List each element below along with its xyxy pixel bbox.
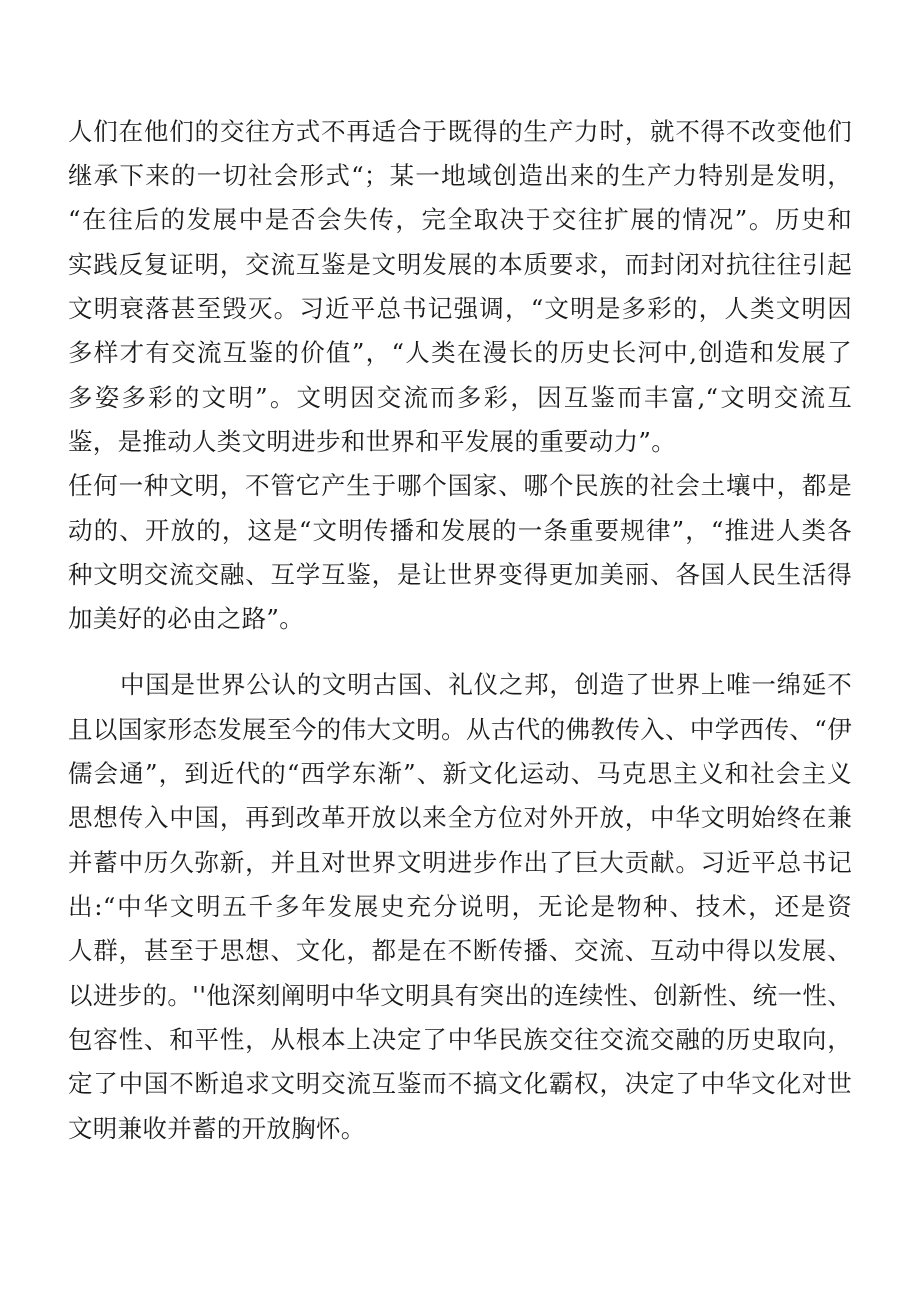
paragraph-2-line-3: 种文明交流交融、互学互鉴，是让世界变得更加美丽、各国人民生活得 <box>68 560 852 589</box>
paragraph-3-line-4: 思想传入中国，再到改革开放以来全方位对外开放，中华文明始终在兼 <box>68 803 852 832</box>
paragraph-2-line-4: 加美好的必由之路”。 <box>68 604 305 633</box>
paragraph-1-line-6: 多样才有交流互鉴的价值”，“人类在漫长的历史长河中,创造和发展了 <box>68 338 852 367</box>
paragraph-3-line-6: 出:“中华文明五千多年发展史充分说明，无论是物种、技术，还是资 <box>68 892 852 921</box>
paragraph-3-line-1: 中国是世界公认的文明古国、礼仪之邦，创造了世界上唯一绵延不 <box>120 670 852 699</box>
paragraph-1-line-2: 继承下来的一切社会形式“；某一地域创造出来的生产力特别是发明， <box>68 161 852 190</box>
paragraph-3-line-8: 以进步的。''他深刻阐明中华文明具有突出的连续性、创新性、统一性、 <box>68 981 852 1010</box>
paragraph-3-line-9: 包容性、和平性，从根本上决定了中华民族交往交流交融的历史取向， <box>68 1025 852 1054</box>
paragraph-2-line-2: 动的、开放的，这是“文明传播和发展的一条重要规律”，“推进人类各 <box>68 516 852 545</box>
paragraph-2-line-1: 任何一种文明，不管它产生于哪个国家、哪个民族的社会土壤中，都是 <box>68 471 852 500</box>
paragraph-1-line-4: 实践反复证明，交流互鉴是文明发展的本质要求，而封闭对抗往往引起 <box>68 250 852 279</box>
paragraph-3-line-10: 定了中国不断追求文明交流互鉴而不搞文化霸权，决定了中华文化对世 <box>68 1069 852 1098</box>
paragraph-1-line-8: 鉴，是推动人类文明进步和世界和平发展的重要动力”。 <box>68 427 677 456</box>
paragraph-1-line-3: “在往后的发展中是否会失传，完全取决于交往扩展的情况”。历史和 <box>68 205 852 234</box>
paragraph-3-line-2: 且以国家形态发展至今的伟大文明。从古代的佛教传入、中学西传、“伊 <box>68 715 852 744</box>
paragraph-3-line-7: 人群，甚至于思想、文化，都是在不断传播、交流、互动中得以发展、 <box>68 936 852 965</box>
paragraph-1-line-7: 多姿多彩的文明”。文明因交流而多彩，因互鉴而丰富,“文明交流互 <box>68 383 852 412</box>
paragraph-1-line-5: 文明衰落甚至毁灭。习近平总书记强调，“文明是多彩的，人类文明因 <box>68 294 852 323</box>
paragraph-3-line-5: 并蓄中历久弥新，并且对世界文明进步作出了巨大贡献。习近平总书记 <box>68 848 852 877</box>
paragraph-3-line-11: 文明兼收并蓄的开放胸怀。 <box>68 1114 366 1143</box>
paragraph-1-line-1: 人们在他们的交往方式不再适合于既得的生产力时，就不得不改变他们 <box>68 117 852 146</box>
paragraph-3-line-3: 儒会通”，到近代的“西学东渐”、新文化运动、马克思主义和社会主义 <box>68 759 852 788</box>
